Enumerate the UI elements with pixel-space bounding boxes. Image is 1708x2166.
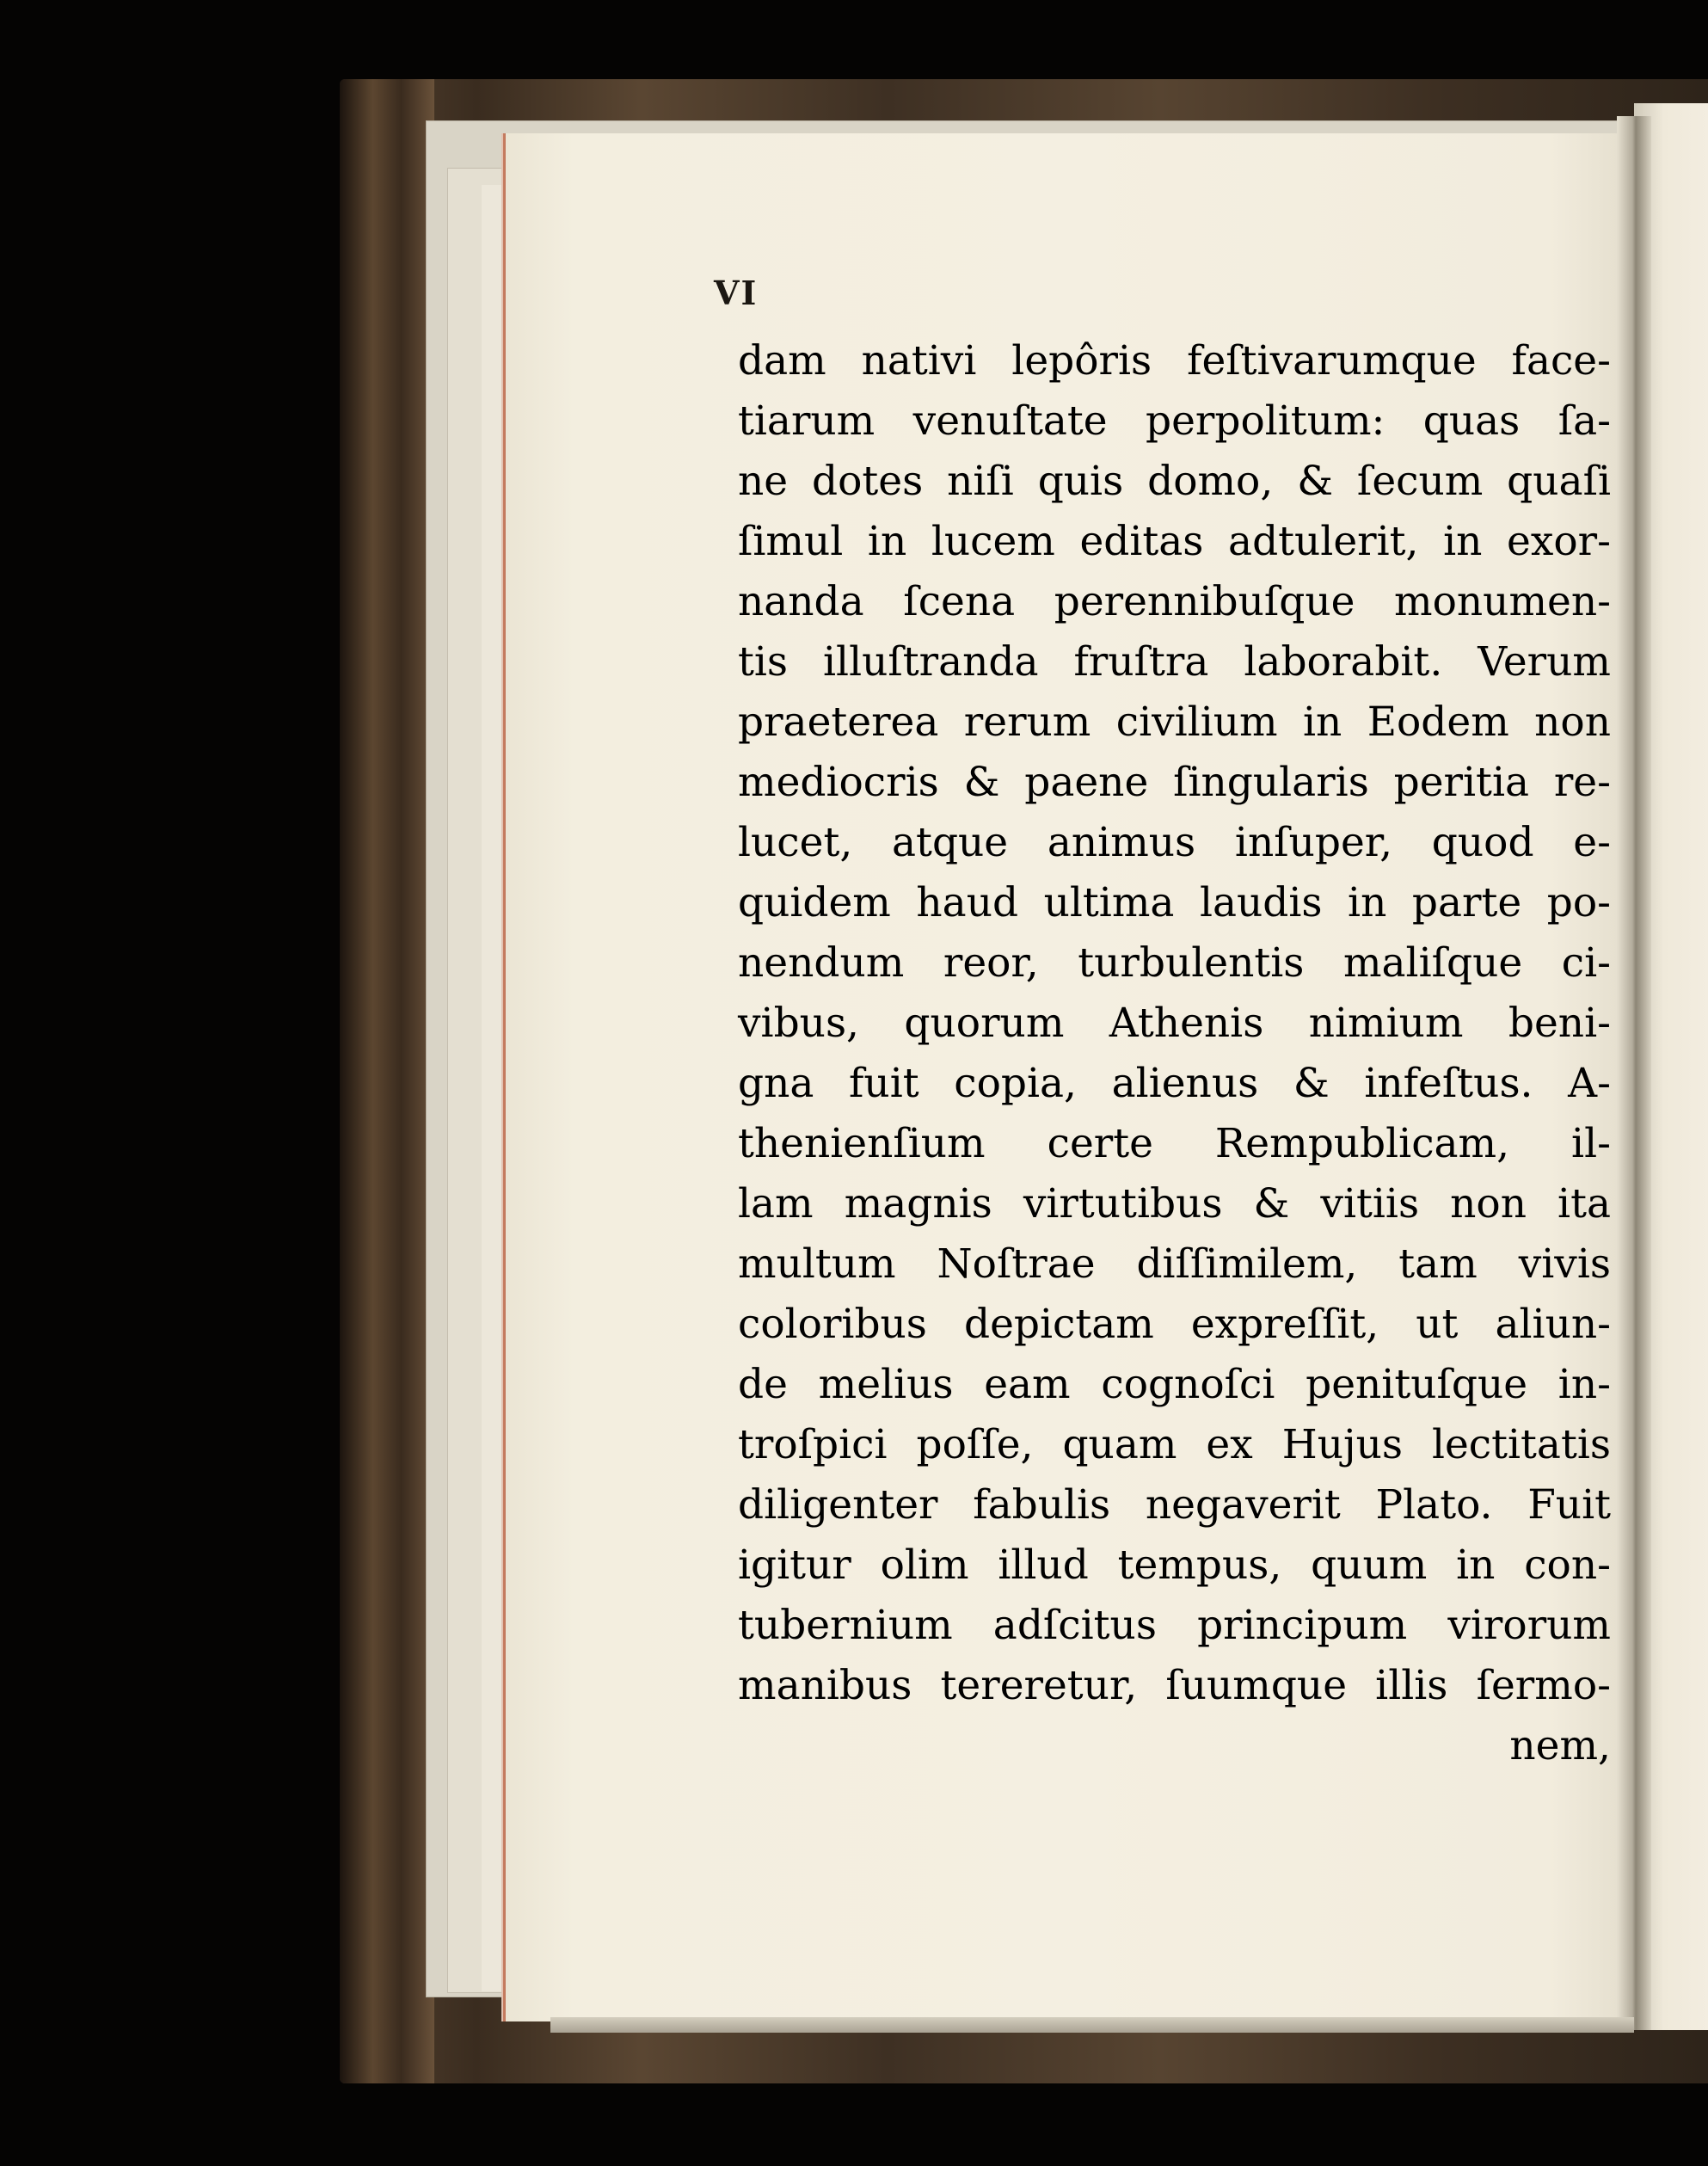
text-line: coloribus depictam expreſſit, ut aliun- bbox=[738, 1301, 1611, 1348]
text-line: praeterea rerum civilium in Eodem non bbox=[738, 698, 1611, 746]
text-line: igitur olim illud tempus, quum in con- bbox=[738, 1541, 1611, 1589]
text-line: ſimul in lucem editas adtulerit, in exor- bbox=[738, 518, 1611, 565]
text-line: multum Noſtrae diſſimilem, tam vivis bbox=[738, 1240, 1611, 1288]
text-line: troſpici poſſe, quam ex Hujus lectitatis bbox=[738, 1421, 1611, 1468]
page-edge bbox=[550, 2017, 1634, 2033]
text-line: mediocris & paene ſingularis peritia re- bbox=[738, 759, 1611, 806]
text-line: nendum reor, turbulentis maliſque ci- bbox=[738, 939, 1611, 987]
text-line: dam nativi lepôris feſtivarumque face- bbox=[738, 337, 1611, 385]
text-line: gna fuit copia, alienus & infeſtus. A- bbox=[738, 1060, 1611, 1107]
text-line: tiarum venuſtate perpolitum: quas ſa- bbox=[738, 397, 1611, 445]
page-gutter bbox=[1617, 116, 1651, 2030]
text-line: tubernium adſcitus principum virorum bbox=[738, 1602, 1611, 1649]
text-line: vibus, quorum Athenis nimium beni- bbox=[738, 1000, 1611, 1047]
page-body-text bbox=[738, 297, 1611, 1776]
text-line: quidem haud ultima laudis in parte po- bbox=[738, 879, 1611, 926]
catchword: nem, bbox=[1509, 1722, 1611, 1769]
text-line: ne dotes niſi quis domo, & ſecum quaſi bbox=[738, 458, 1611, 505]
text-line: de melius eam cognoſci penituſque in- bbox=[738, 1361, 1611, 1408]
page-number: VI bbox=[714, 274, 759, 312]
text-line: tis illuſtranda fruſtra laborabit. Verum bbox=[738, 638, 1611, 686]
text-line: lam magnis virtutibus & vitiis non ita bbox=[738, 1180, 1611, 1228]
text-line: diligenter fabulis negaverit Plato. Fuit bbox=[738, 1481, 1611, 1529]
text-line: nanda ſcena perennibuſque monumen- bbox=[738, 578, 1611, 625]
text-line: lucet, atque animus inſuper, quod e- bbox=[738, 819, 1611, 866]
text-line: manibus tereretur, ſuumque illis ſermo- bbox=[738, 1662, 1611, 1709]
text-line: thenienſium certe Rempublicam, il- bbox=[738, 1120, 1611, 1167]
